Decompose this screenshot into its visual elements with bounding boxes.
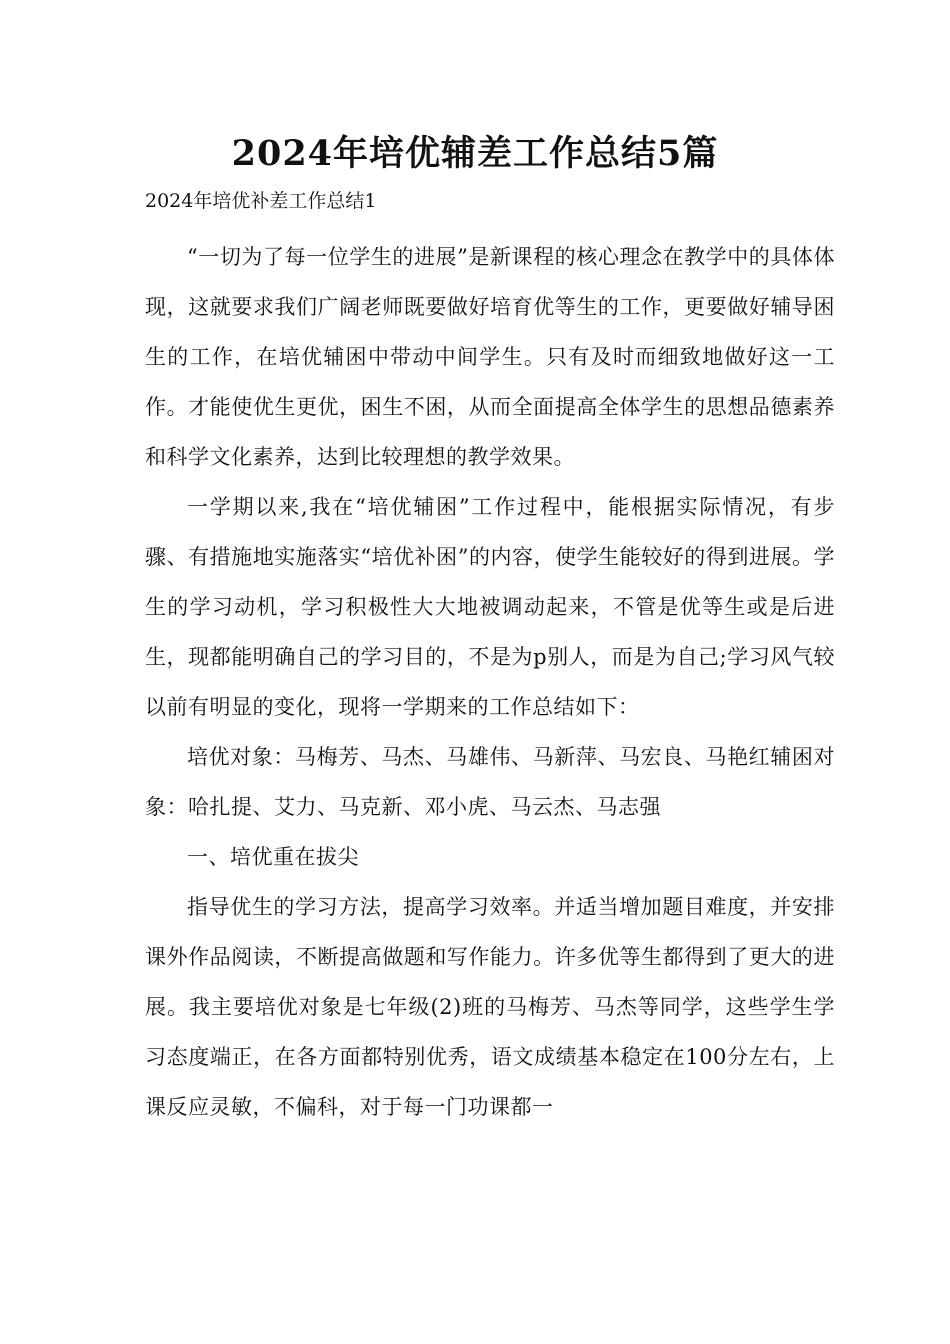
paragraph-top-students: 指导优生的学习方法，提高学习效率。并适当增加题目难度，并安排课外作品阅读，不断提高做题和写作能力。许多优等生都得到了更大的进展。我主要培优对象是七年级(2)班的马梅芳、马杰等同学，这些学生学习态度端正，在各方面都特别优秀，语文成绩基本稳定在100分左右，上课反应灵敏，不偏科，对于每一门功课都一 — [145, 895, 835, 1119]
section-subtitle: 2024年培优补差工作总结1 — [145, 190, 377, 212]
paragraph-semester-summary: 一学期以来,我在“培优辅困”工作过程中，能根据实际情况，有步骤、有措施地实施落实“培优补困”的内容，使学生能较好的得到进展。学生的学习动机，学习积极性大大地被调动起来，不管是优等生或是后进生，现都能明确自己的学习目的，不是为p别人，而是为自己;学习风气较以前有明显的变化，现将一学期来的工作总结如下： — [145, 495, 835, 719]
paragraph-target-students: 培优对象：马梅芳、马杰、马雄伟、马新萍、马宏良、马艳红辅困对象：哈扎提、艾力、马克新、邓小虎、马云杰、马志强 — [145, 745, 835, 819]
document-body — [145, 232, 835, 1132]
paragraph-intro: “一切为了每一位学生的进展”是新课程的核心理念在教学中的具体体现，这就要求我们广阔老师既要做好培育优等生的工作，更要做好辅导困生的工作，在培优辅困中带动中间学生。只有及时而细致地做好这一工作。才能使优生更优，困生不困，从而全面提高全体学生的思想品德素养和科学文化素养，达到比较理想的教学效果。 — [145, 245, 835, 469]
document-title: 2024年培优辅差工作总结5篇 — [231, 133, 719, 174]
section-heading-1: 一、培优重在拔尖 — [187, 845, 359, 869]
